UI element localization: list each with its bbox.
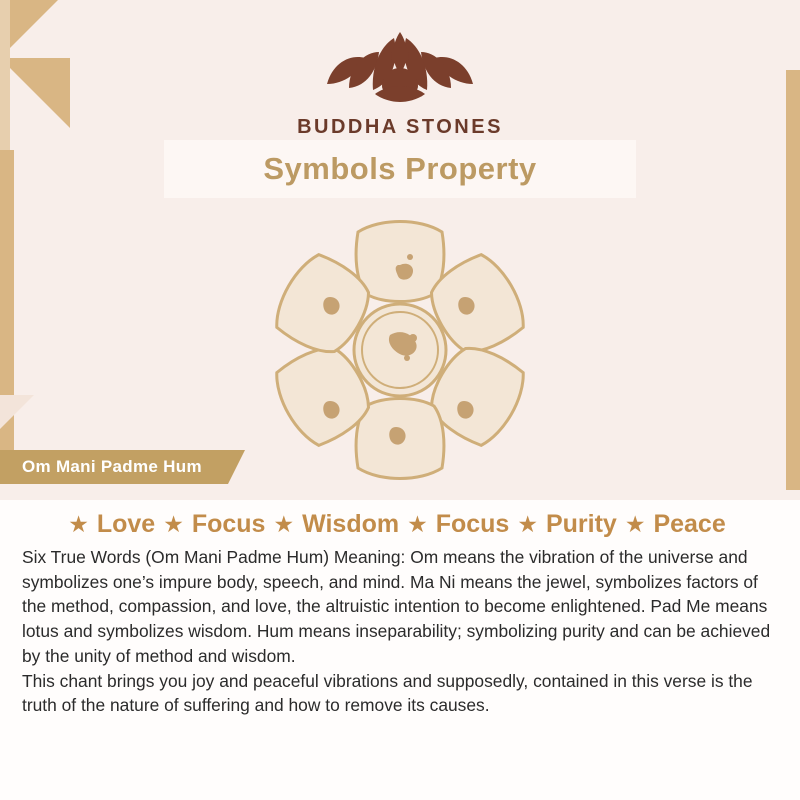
keyword-wisdom: Wisdom bbox=[302, 510, 400, 538]
keyword-peace: Peace bbox=[653, 510, 726, 538]
brand-logo-block bbox=[0, 14, 800, 139]
star-icon: ★ bbox=[624, 511, 646, 537]
star-icon: ★ bbox=[407, 511, 428, 537]
description-paragraph-1: Six True Words (Om Mani Padme Hum) Meaning: Om means the vibration of the universe and symbolizes one’s impure body, speech, and mind. Ma Ni means the jewel, symbolizes factors of the method, compassion, and love, the altruistic intention to become enlightened. Pad Me means lotus and symbolizes wisdom. Hum means inseparability; symbolizing purity and can be achieved by the unity of method and wisdom. bbox=[22, 547, 771, 666]
status-badge bbox=[0, 450, 228, 484]
star-icon: ★ bbox=[68, 511, 89, 537]
lotus-meditation-icon bbox=[0, 14, 800, 114]
page-title: Symbols Property bbox=[263, 151, 537, 186]
star-icon: ★ bbox=[163, 511, 184, 537]
keyword-purity: Purity bbox=[545, 510, 617, 538]
star-icon: ★ bbox=[517, 511, 538, 537]
keyword-focus-2: Focus bbox=[435, 510, 510, 538]
description-panel bbox=[0, 500, 800, 800]
tag-label: Om Mani Padme Hum bbox=[22, 457, 202, 476]
brand-name: BUDDHA STONES bbox=[297, 116, 503, 138]
description-text bbox=[0, 539, 800, 718]
star-icon: ★ bbox=[273, 511, 295, 537]
title-bar bbox=[164, 140, 636, 198]
keyword-love: Love bbox=[96, 510, 156, 538]
keyword-list bbox=[0, 500, 800, 539]
keyword-focus-1: Focus bbox=[191, 510, 266, 538]
description-paragraph-2: This chant brings you joy and peaceful vibrations and supposedly, contained in this verse is the truth of the nature of suffering and how to remove its causes. bbox=[22, 670, 753, 716]
om-mani-padme-hum-mandala-icon bbox=[250, 205, 550, 495]
